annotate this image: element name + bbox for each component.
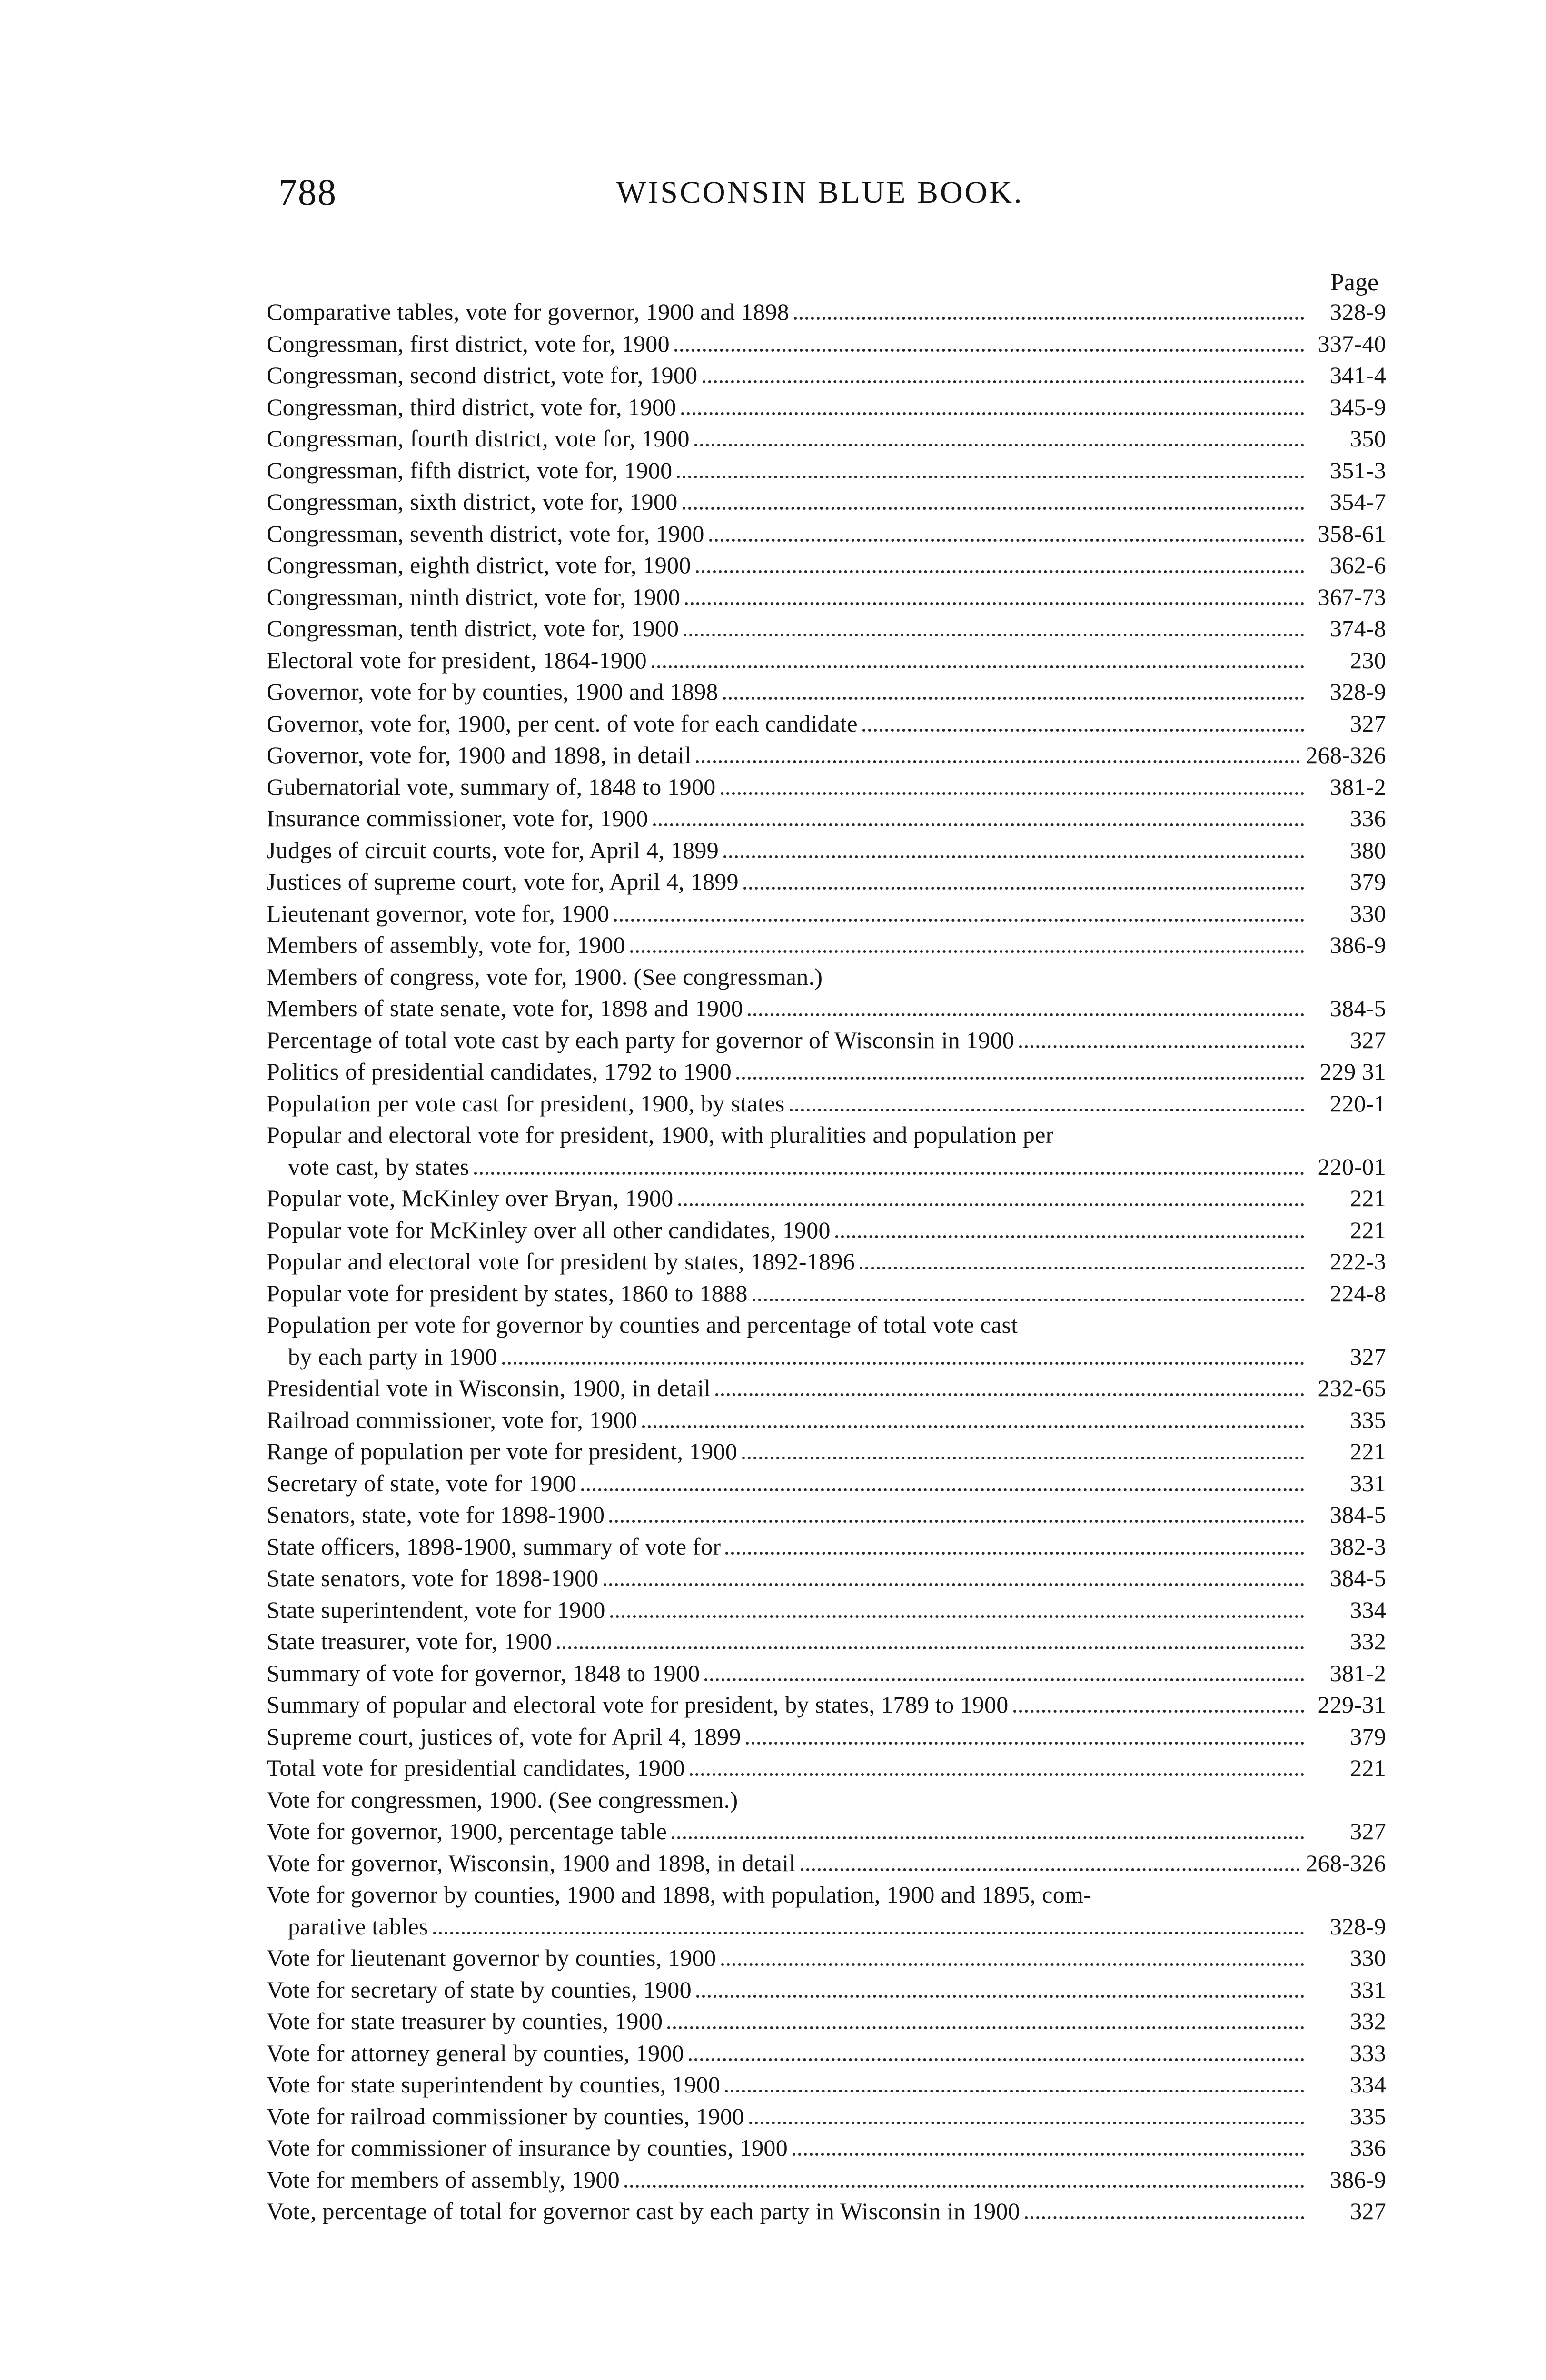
index-entry [267, 1024, 1399, 1056]
dot-leader [723, 697, 1304, 700]
page-reference: 334 [1350, 2071, 1386, 2098]
entry-text: State senators, vote for 1898-1900 [267, 1565, 599, 1591]
page-reference: 224-8 [1329, 1279, 1386, 1307]
index-entry [267, 1974, 1399, 2006]
entry-text: Politics of presidential candidates, 1792 to 1900 [267, 1058, 732, 1085]
dot-leader [689, 2058, 1304, 2061]
page-reference: 337-40 [1318, 330, 1386, 357]
entry-text: Electoral vote for president, 1864-1900 [267, 646, 647, 674]
dot-leader [642, 1425, 1304, 1428]
page-reference: 229 31 [1319, 1058, 1386, 1085]
dot-leader [1019, 1045, 1304, 1048]
entry-text: Total vote for presidential candidates, 1900 [267, 1755, 685, 1781]
dot-leader [683, 507, 1304, 510]
index-entry [267, 328, 1399, 360]
entry-text: Popular vote for McKinley over all other candidates, 1900 [267, 1216, 831, 1243]
dot-leader [677, 476, 1304, 478]
index-entry [267, 613, 1399, 645]
index-entry [267, 486, 1399, 518]
page-reference: 268-326 [1306, 742, 1386, 768]
entry-text: Popular vote, McKinley over Bryan, 1900 [267, 1185, 674, 1211]
page-number: 788 [278, 171, 337, 213]
dot-leader [704, 1678, 1304, 1681]
dot-leader [753, 1299, 1304, 1301]
index-entry [267, 581, 1399, 613]
page-reference: 327 [1350, 2198, 1386, 2224]
index-entry [267, 1942, 1399, 1974]
entry-text: Railroad commissioner, vote for, 1900 [267, 1406, 638, 1433]
dot-leader [667, 2026, 1304, 2029]
page-reference: 379 [1350, 868, 1386, 895]
dot-leader [742, 1457, 1304, 1459]
entry-text: Senators, state, vote for 1898-1900 [267, 1501, 605, 1528]
index-entry [267, 1372, 1399, 1404]
entry-text: Popular and electoral vote for president by states, 1892-1896 [267, 1248, 855, 1275]
dot-leader [604, 1583, 1304, 1586]
index-entry [267, 2069, 1399, 2101]
index-entry [267, 391, 1399, 423]
index-entry [267, 1562, 1399, 1594]
index-entry [267, 866, 1399, 898]
page-reference: 333 [1350, 2039, 1386, 2066]
dot-leader [610, 1615, 1304, 1618]
index-entry [267, 1088, 1399, 1120]
entry-text: Governor, vote for, 1900 and 1898, in detail [267, 742, 692, 768]
dot-leader [709, 539, 1304, 542]
entry-text: Congressman, first district, vote for, 1900 [267, 330, 670, 357]
entry-text: Secretary of state, vote for 1900 [267, 1469, 577, 1497]
index-entry-continuation [267, 1151, 1399, 1183]
dot-leader [801, 1868, 1300, 1871]
page-reference: 221 [1350, 1185, 1386, 1211]
index-entry [267, 1721, 1399, 1753]
entry-text: Congressman, seventh district, vote for, 1900 [267, 520, 704, 547]
entry-text: Members of congress, vote for, 1900. (See congressman.) [267, 963, 823, 990]
dot-leader [835, 1235, 1304, 1238]
page-reference: 268-326 [1306, 1849, 1386, 1876]
entry-text: Presidential vote in Wisconsin, 1900, in detail [267, 1375, 711, 1401]
dot-leader [749, 2122, 1304, 2124]
dot-leader [696, 760, 1300, 763]
page-reference: 350 [1350, 425, 1386, 452]
page-reference: 331 [1350, 1469, 1386, 1497]
page-reference: 367-73 [1318, 583, 1386, 610]
index-entry-continuation [267, 1911, 1399, 1943]
page-reference: 220-01 [1318, 1153, 1386, 1180]
dot-leader [678, 1203, 1304, 1206]
index-entry [267, 549, 1399, 581]
dot-leader [725, 1552, 1304, 1555]
page-reference: 341-4 [1329, 362, 1386, 388]
index-entry [267, 771, 1399, 803]
entry-text: Insurance commissioner, vote for, 1900 [267, 805, 648, 832]
index-entry [267, 676, 1399, 708]
index-entry [267, 423, 1399, 455]
dot-leader [474, 1172, 1304, 1175]
entry-text: Vote for secretary of state by counties, 1900 [267, 1976, 692, 2003]
page-reference: 327 [1350, 1343, 1386, 1370]
entry-text: Judges of circuit courts, vote for, April 4, 1899 [267, 836, 719, 863]
page-reference: 334 [1350, 1596, 1386, 1623]
entry-text: Summary of popular and electoral vote for president, by states, 1789 to 1900 [267, 1691, 1009, 1718]
page-reference: 336 [1350, 805, 1386, 832]
index-list [267, 296, 1399, 2227]
page-reference: 221 [1350, 1755, 1386, 1781]
entry-text: Population per vote for governor by counties and percentage of total vote cast [267, 1311, 1018, 1338]
page-reference: 345-9 [1329, 393, 1386, 420]
dot-leader [681, 412, 1304, 415]
index-entry [267, 1879, 1399, 1911]
dot-leader [630, 950, 1304, 953]
dot-leader [736, 1077, 1304, 1080]
page-reference: 336 [1350, 2134, 1386, 2161]
index-entry [267, 1278, 1399, 1309]
index-entry [267, 1847, 1399, 1879]
dot-leader [684, 634, 1304, 636]
dot-leader [674, 349, 1304, 352]
page-reference: 330 [1350, 1944, 1386, 1971]
entry-text: Vote for lieutenant governor by counties, 1900 [267, 1944, 716, 1971]
entry-text: Congressman, second district, vote for, 1900 [267, 362, 698, 388]
dot-leader [793, 2153, 1304, 2156]
index-entry [267, 1689, 1399, 1721]
index-entry [267, 455, 1399, 486]
dot-leader [790, 1109, 1305, 1111]
page-reference: 335 [1350, 2102, 1386, 2130]
entry-text: State superintendent, vote for 1900 [267, 1596, 605, 1623]
entry-text: vote cast, by states [288, 1153, 469, 1180]
entry-text: State officers, 1898-1900, summary of vote for [267, 1533, 721, 1560]
page-reference: 222-3 [1329, 1248, 1386, 1275]
entry-text: Vote for governor, Wisconsin, 1900 and 1898, in detail [267, 1849, 796, 1876]
entry-text: Governor, vote for by counties, 1900 and 1898 [267, 678, 718, 705]
index-entry [267, 2037, 1399, 2069]
dot-leader [748, 1013, 1304, 1016]
page-reference: 382-3 [1329, 1533, 1386, 1560]
page-reference: 327 [1350, 1818, 1386, 1844]
page-reference: 330 [1350, 900, 1386, 927]
index-entry [267, 1499, 1399, 1531]
page-reference: 221 [1350, 1216, 1386, 1243]
index-entry [267, 1214, 1399, 1246]
page-reference: 379 [1350, 1723, 1386, 1750]
index-entry [267, 2005, 1399, 2037]
page-column-label: Page [1330, 269, 1379, 296]
entry-text: Range of population per vote for president, 1900 [267, 1438, 738, 1465]
dot-leader [614, 919, 1304, 922]
dot-leader [694, 444, 1304, 446]
entry-text: Percentage of total vote cast by each party for governor of Wisconsin in 1900 [267, 1026, 1015, 1053]
dot-leader [723, 855, 1304, 858]
page-reference: 220-1 [1329, 1090, 1386, 1117]
index-entry [267, 1594, 1399, 1626]
entry-text: Population per vote cast for president, 1900, by states [267, 1090, 785, 1117]
index-entry [267, 1784, 1399, 1816]
dot-leader [653, 823, 1304, 826]
page-reference: 327 [1350, 710, 1386, 737]
entry-text: Congressman, ninth district, vote for, 1900 [267, 583, 681, 610]
page-reference: 229-31 [1318, 1691, 1386, 1718]
entry-text: Vote for railroad commissioner by counties, 1900 [267, 2102, 744, 2130]
entry-text: Members of state senate, vote for, 1898 and 1900 [267, 995, 743, 1021]
dot-leader [433, 1932, 1304, 1934]
dot-leader [696, 570, 1304, 573]
index-entry [267, 1436, 1399, 1468]
index-entry [267, 739, 1399, 771]
page-reference: 331 [1350, 1976, 1386, 2003]
entry-text: Comparative tables, vote for governor, 1900 and 1898 [267, 298, 790, 325]
index-entry [267, 929, 1399, 961]
page-reference: 386-9 [1329, 932, 1386, 958]
index-entry [267, 898, 1399, 930]
page-reference: 380 [1350, 836, 1386, 863]
page-reference: 230 [1350, 646, 1386, 674]
entry-text: Congressman, tenth district, vote for, 1900 [267, 615, 679, 642]
page-reference: 374-8 [1329, 615, 1386, 642]
dot-leader [703, 380, 1305, 383]
dot-leader [696, 1995, 1304, 1998]
dot-leader [557, 1646, 1304, 1649]
page-reference: 354-7 [1329, 488, 1386, 515]
page-reference: 384-5 [1329, 1565, 1386, 1591]
entry-text: Supreme court, justices of, vote for April 4, 1899 [267, 1723, 741, 1750]
entry-text: Vote, percentage of total for governor cast by each party in Wisconsin in 1900 [267, 2198, 1020, 2224]
dot-leader [860, 1267, 1304, 1269]
index-entry [267, 708, 1399, 740]
index-entry [267, 1815, 1399, 1847]
dot-leader [502, 1362, 1304, 1365]
page-reference: 332 [1350, 1628, 1386, 1655]
entry-text: by each party in 1900 [288, 1343, 497, 1370]
index-entry [267, 1246, 1399, 1278]
dot-leader [1025, 2216, 1304, 2219]
dot-leader [746, 1742, 1304, 1745]
index-entry [267, 2101, 1399, 2132]
index-entry [267, 296, 1399, 328]
index-entry [267, 645, 1399, 676]
page-reference: 362-6 [1329, 552, 1386, 578]
page-reference: 381-2 [1329, 773, 1386, 800]
entry-text: Congressman, eighth district, vote for, 1900 [267, 552, 691, 578]
dot-leader [1013, 1710, 1304, 1713]
index-entry [267, 961, 1399, 993]
entry-text: Vote for members of assembly, 1900 [267, 2166, 620, 2193]
page-reference: 332 [1350, 2008, 1386, 2034]
entry-text: Summary of vote for governor, 1848 to 1900 [267, 1659, 700, 1686]
page-reference: 327 [1350, 1026, 1386, 1053]
page-reference: 335 [1350, 1406, 1386, 1433]
index-entry [267, 1752, 1399, 1784]
entry-text: Members of assembly, vote for, 1900 [267, 932, 625, 958]
entry-text: Popular and electoral vote for president, 1900, with pluralities and population per [267, 1121, 1054, 1148]
entry-text: Popular vote for president by states, 1860 to 1888 [267, 1279, 748, 1307]
dot-leader [609, 1520, 1304, 1523]
page-reference: 328-9 [1329, 678, 1386, 705]
entry-text: State treasurer, vote for, 1900 [267, 1628, 552, 1655]
dot-leader [794, 317, 1304, 320]
entry-text: Justices of supreme court, vote for, April 4, 1899 [267, 868, 739, 895]
page-reference: 358-61 [1318, 520, 1386, 547]
index-entry [267, 1404, 1399, 1436]
index-entry [267, 992, 1399, 1024]
dot-leader [715, 1393, 1304, 1396]
page-reference: 328-9 [1329, 298, 1386, 325]
entry-text: Vote for commissioner of insurance by counties, 1900 [267, 2134, 788, 2161]
index-entry [267, 1056, 1399, 1088]
page-reference: 386-9 [1329, 2166, 1386, 2193]
index-entry [267, 1309, 1399, 1341]
dot-leader [581, 1488, 1304, 1491]
index-entry [267, 803, 1399, 834]
index-entry [267, 1531, 1399, 1563]
index-entry [267, 1626, 1399, 1657]
index-entry-continuation [267, 1341, 1399, 1373]
entry-text: parative tables [288, 1913, 428, 1940]
page-reference: 381-2 [1329, 1659, 1386, 1686]
index-entry [267, 2195, 1399, 2227]
index-entry [267, 359, 1399, 391]
index-entry [267, 834, 1399, 866]
index-entry [267, 2164, 1399, 2196]
page-reference: 384-5 [1329, 995, 1386, 1021]
page-reference: 328-9 [1329, 1913, 1386, 1940]
index-entry [267, 1119, 1399, 1151]
dot-leader [862, 729, 1304, 732]
entry-text: Vote for congressmen, 1900. (See congressmen.) [267, 1786, 738, 1813]
dot-leader [743, 887, 1304, 890]
entry-text: Congressman, third district, vote for, 1900 [267, 393, 676, 420]
dot-leader [721, 792, 1304, 795]
page-reference: 221 [1350, 1438, 1386, 1465]
page-reference: 232-65 [1318, 1375, 1386, 1401]
entry-text: Congressman, sixth district, vote for, 1900 [267, 488, 678, 515]
dot-leader [725, 2090, 1304, 2092]
index-entry [267, 1657, 1399, 1689]
index-entry [267, 1182, 1399, 1214]
entry-text: Governor, vote for, 1900, per cent. of vote for each candidate [267, 710, 858, 737]
dot-leader [721, 1963, 1304, 1966]
index-entry [267, 2132, 1399, 2164]
entry-text: Vote for governor, 1900, percentage table [267, 1818, 667, 1844]
entry-text: Lieutenant governor, vote for, 1900 [267, 900, 610, 927]
entry-text: Congressman, fifth district, vote for, 1900 [267, 456, 673, 484]
index-entry [267, 1468, 1399, 1499]
entry-text: Vote for attorney general by counties, 1900 [267, 2039, 684, 2066]
entry-text: Congressman, fourth district, vote for, 1900 [267, 425, 690, 452]
entry-text: Vote for state treasurer by counties, 1900 [267, 2008, 663, 2034]
dot-leader [624, 2185, 1304, 2188]
page-reference: 351-3 [1329, 456, 1386, 484]
entry-text: Gubernatorial vote, summary of, 1848 to 1900 [267, 773, 716, 800]
entry-text: Vote for state superintendent by counties, 1900 [267, 2071, 721, 2098]
dot-leader [652, 665, 1304, 668]
dot-leader [672, 1836, 1304, 1839]
entry-text: Vote for governor by counties, 1900 and 1898, with population, 1900 and 1895, com- [267, 1881, 1092, 1908]
index-entry [267, 518, 1399, 550]
page-reference: 384-5 [1329, 1501, 1386, 1528]
running-title: WISCONSIN BLUE BOOK. [616, 175, 1024, 210]
dot-leader [690, 1773, 1304, 1776]
dot-leader [685, 602, 1304, 605]
